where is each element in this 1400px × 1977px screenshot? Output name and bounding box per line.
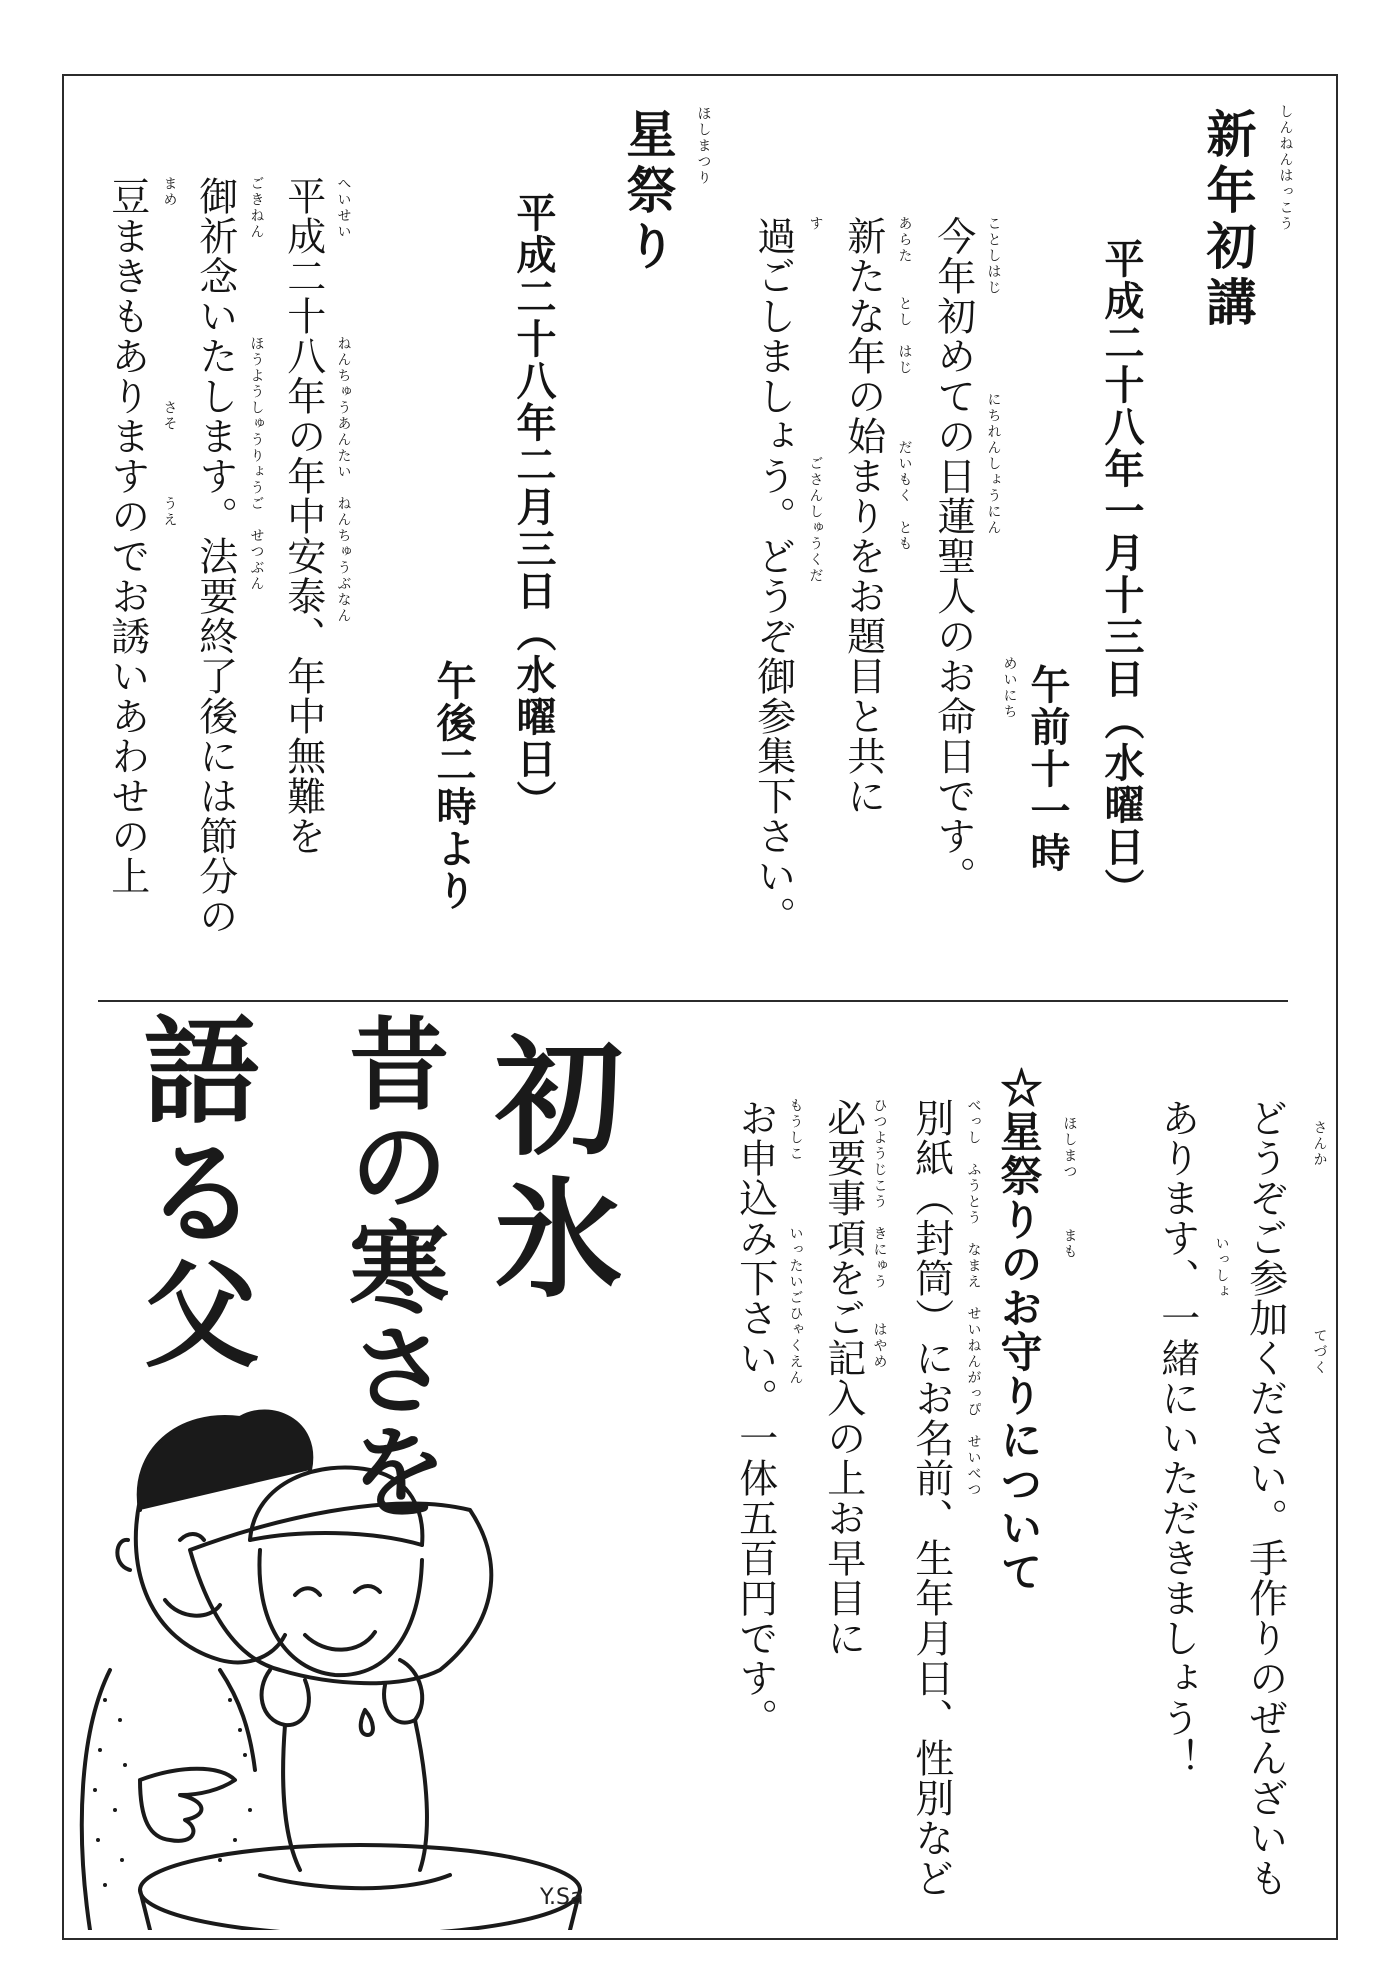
section-divider — [98, 1000, 1288, 1002]
hoshimatsuri-body-ruby-1: へいせい ねんちゅうあんたい ねんちゅうぶなん — [335, 176, 352, 624]
haiku-line-1: 初氷 — [473, 1030, 622, 1314]
newyear-title-ruby: しんねんはっこう — [1277, 104, 1294, 232]
continued-line-1: どうぞご参加ください。手作りのぜんざいも — [1242, 1098, 1288, 1898]
newyear-date: 平成二十八年一月十三日（水曜日） — [1098, 238, 1145, 910]
omamori-line-2: 必要事項をご記入の上お早目に — [820, 1098, 866, 1658]
newyear-body-ruby-3: す ごさんしゅうくだ — [807, 216, 824, 584]
hoshimatsuri-time: 午後二時より — [430, 660, 477, 912]
newyear-title: 新年初講 — [1198, 108, 1258, 332]
omamori-title: ☆星祭りのお守りについて — [994, 1066, 1044, 1594]
omamori-ruby-2: ひつようじこう きにゅう はやめ — [871, 1098, 888, 1370]
continued-ruby-1: さんか てづく — [1311, 1120, 1328, 1376]
newyear-time-ruby: めいにち — [1001, 656, 1018, 720]
newyear-body-line-1: 今年初めての日蓮聖人のお命日です。 — [930, 216, 976, 896]
newyear-body-line-2: 新たな年の始まりをお題目と共に — [840, 216, 886, 816]
hoshimatsuri-body-line-2: 御祈念いたします。法要終了後には節分の — [192, 176, 238, 936]
hoshimatsuri-body-ruby-2: ごきねん ほうようしゅうりょうご せつぶん — [248, 176, 265, 592]
omamori-line-3: お申込み下さい。一体五百円です。 — [732, 1098, 778, 1738]
omamori-line-1: 別紙（封筒）にお名前、生年月日、性別など — [908, 1098, 954, 1898]
hoshimatsuri-title-ruby: ほしまつり — [695, 106, 712, 186]
newyear-body-ruby-1: ことしはじ にちれんしょうにん — [985, 216, 1002, 536]
continued-line-2: あります、一緒にいただきましょう！ — [1154, 1098, 1200, 1778]
haiku-line-3: 語る父 — [124, 1010, 259, 1376]
hoshimatsuri-date: 平成二十八年二月三日（水曜日） — [510, 192, 557, 822]
hoshimatsuri-title: 星祭り — [618, 108, 678, 276]
omamori-ruby-1: べっし ふうとう なまえ せいねんがっぴ せいべつ — [965, 1098, 982, 1498]
hoshimatsuri-body-line-1: 平成二十八年の年中安泰、年中無難を — [280, 176, 326, 856]
newyear-time: 午前十一時 — [1024, 664, 1071, 874]
hoshimatsuri-body-ruby-3: まめ さそ うえ — [161, 176, 178, 528]
illustrator-signature: Y.Sa — [540, 1885, 584, 1910]
newyear-body-line-3: 過ごしましょう。どうぞ御参集下さい。 — [750, 216, 796, 936]
omamori-ruby-3: もうしこ いったいごひゃくえん — [787, 1098, 804, 1386]
hoshimatsuri-body-line-3: 豆まきもありますのでお誘いあわせの上 — [104, 176, 150, 896]
omamori-title-ruby: ほしまつ まも — [1061, 1116, 1078, 1260]
father-child-ice-illustration — [70, 1370, 590, 1930]
haiku-line-2: 昔の寒さを — [332, 1012, 449, 1522]
continued-ruby-2: いっしょ — [1213, 1236, 1230, 1300]
newyear-body-ruby-2: あらた とし はじ だいもく とも — [896, 216, 913, 552]
